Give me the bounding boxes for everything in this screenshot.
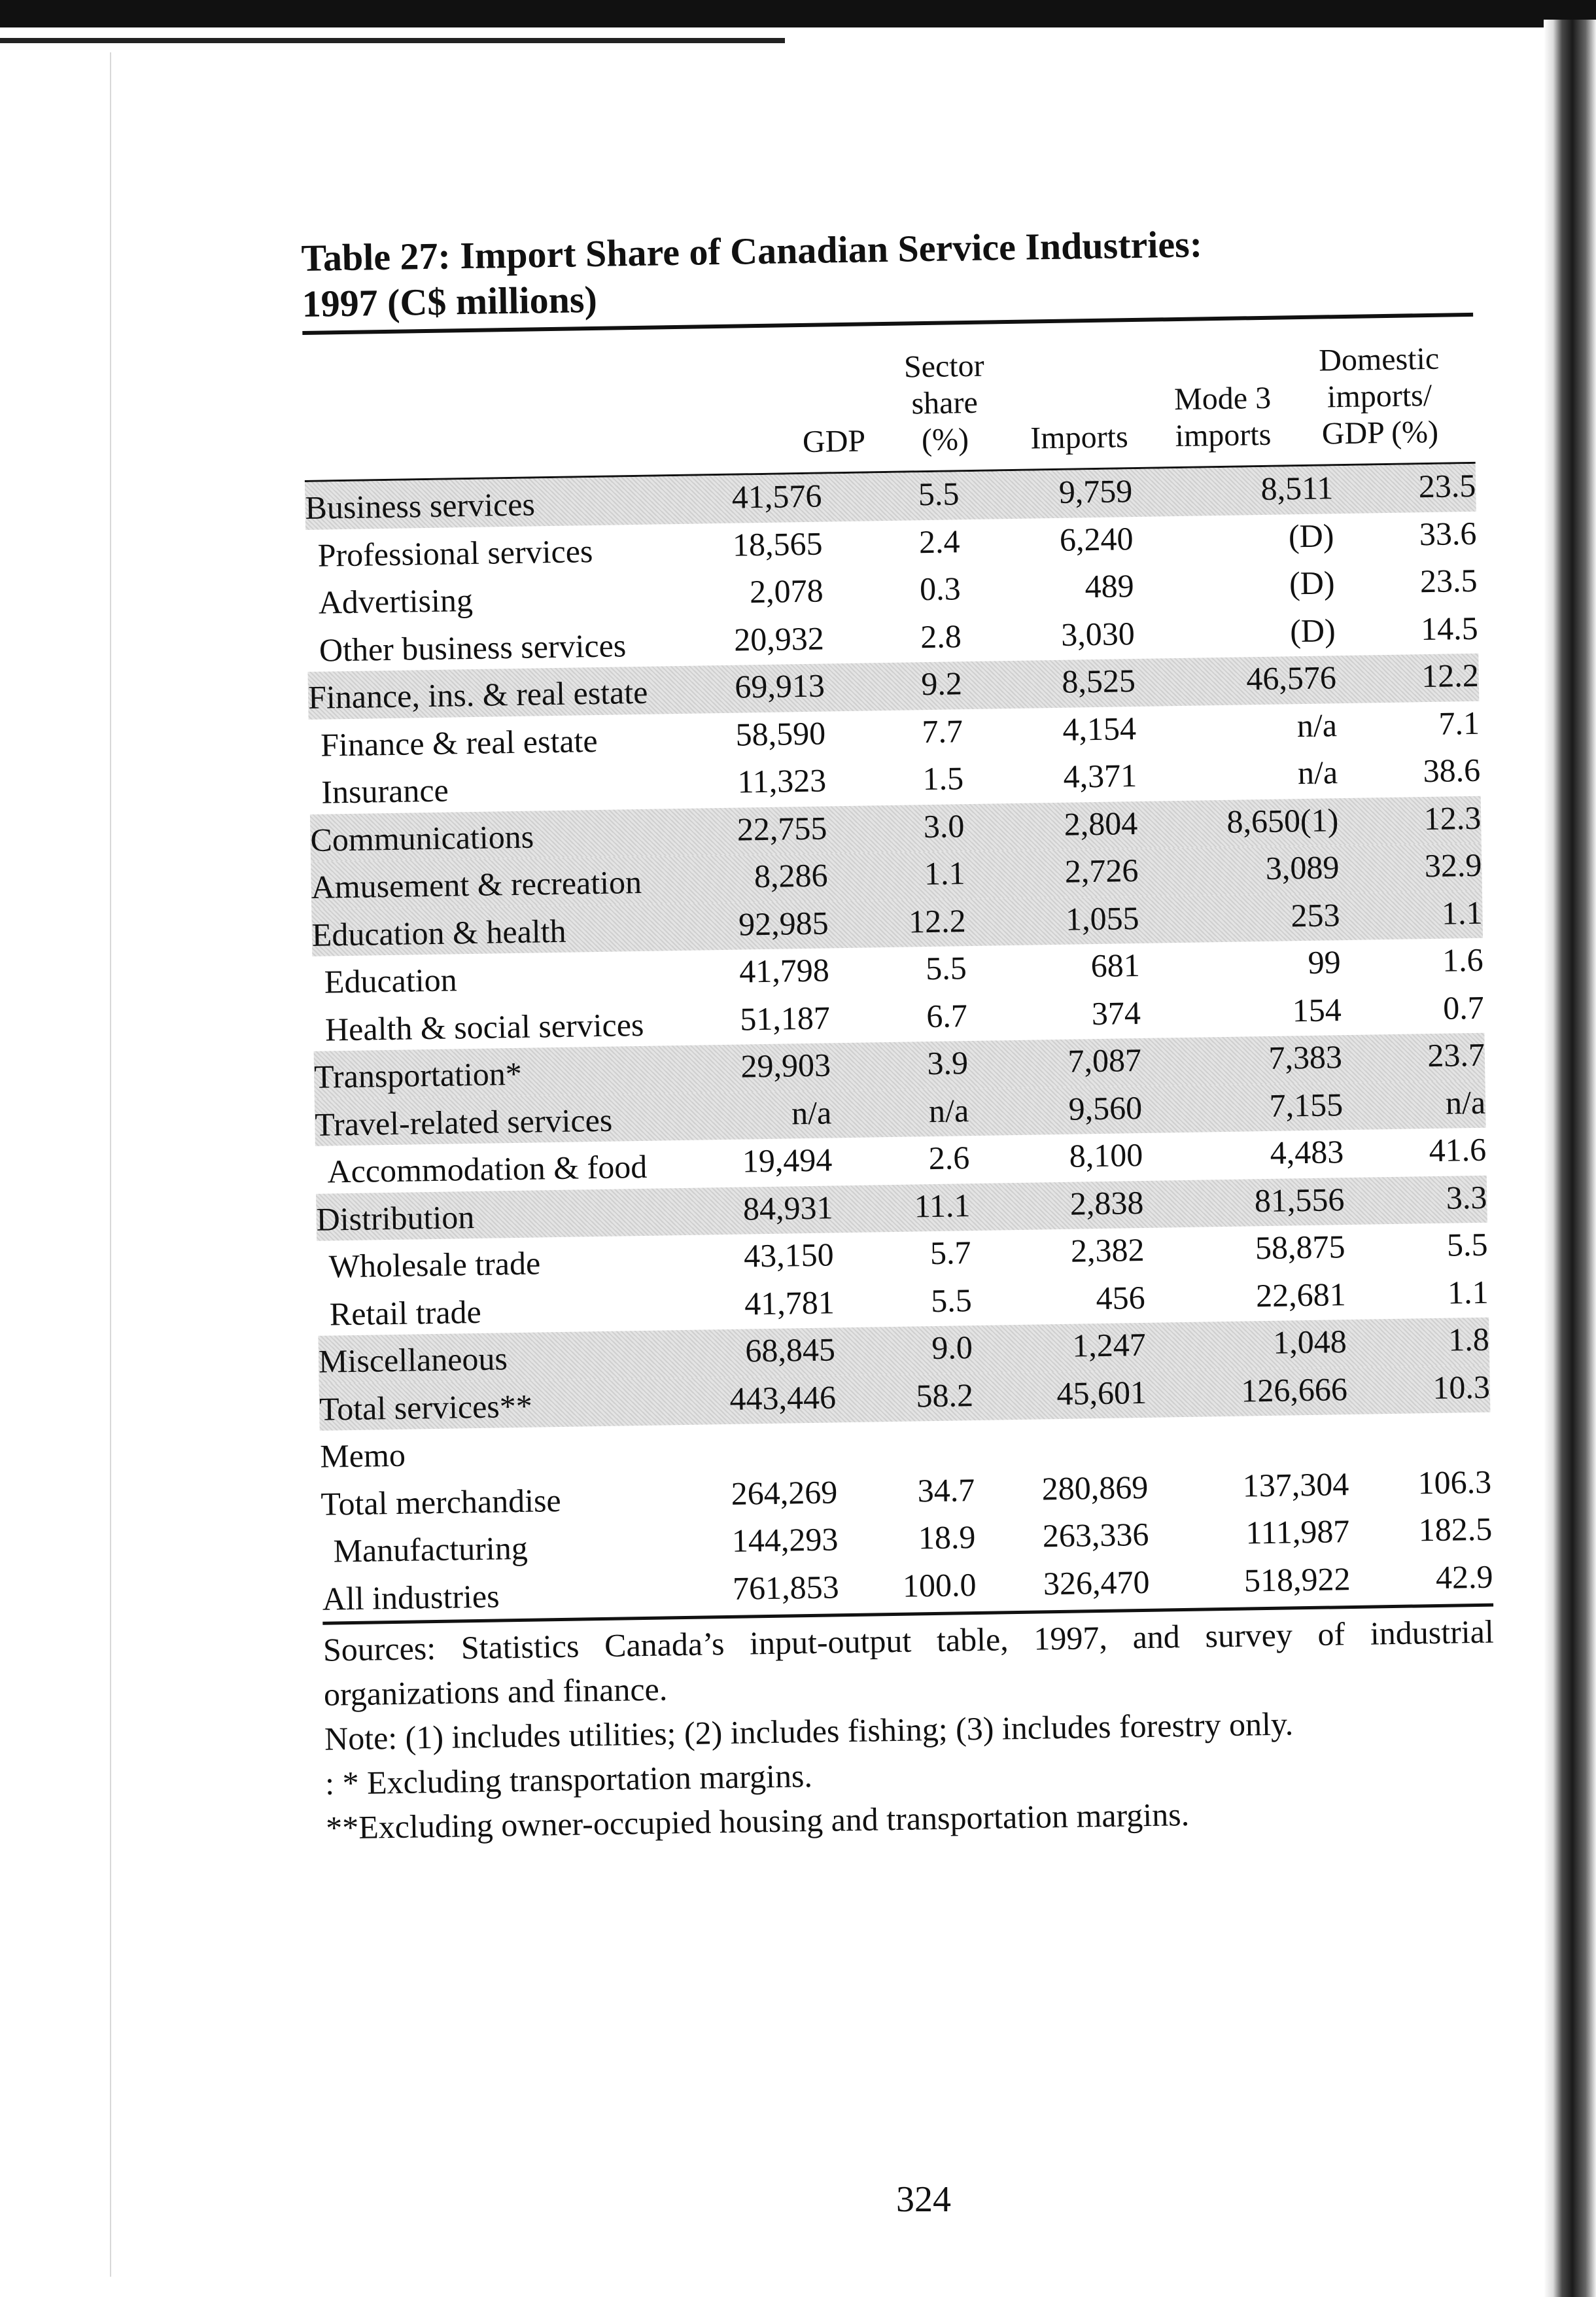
cell-mode3-imports: 58,875 [1255,1228,1345,1267]
cell-domestic-imports-gdp: 1.6 [1442,941,1484,979]
cell-imports: 681 [1090,946,1141,985]
cell-domestic-imports-gdp: 42.9 [1435,1558,1493,1596]
header-sector-share-line3: (%) [921,422,969,458]
cell-gdp: 144,293 [731,1520,839,1559]
cell-sector-share: 5.7 [929,1234,971,1272]
cell-sector-share: 3.9 [927,1044,969,1082]
row-label: Business services [305,485,536,526]
cell-mode3-imports: 46,576 [1245,659,1337,697]
row-label: Education & health [311,912,566,953]
cell-domestic-imports-gdp: 1.1 [1441,894,1483,932]
table-title-line1: Table 27: Import Share of Canadian Service Industries: [301,222,1203,279]
cell-imports: 489 [1084,567,1135,605]
cell-imports: 4,154 [1062,709,1137,748]
cell-domestic-imports-gdp: 23.5 [1418,466,1476,505]
cell-imports: 263,336 [1042,1515,1149,1554]
cell-imports: 1,247 [1071,1325,1147,1364]
cell-domestic-imports-gdp: 3.3 [1446,1178,1487,1216]
header-gdp: GDP [802,423,866,459]
header-domestic-imports-gdp [1284,340,1476,453]
cell-sector-share: n/a [928,1091,969,1129]
row-label: Miscellaneous [318,1340,508,1380]
cell-mode3-imports: 99 [1308,943,1342,981]
cell-mode3-imports: 7,383 [1268,1038,1343,1076]
cell-imports: 9,759 [1058,472,1133,510]
cell-sector-share: 12.2 [908,902,967,940]
cell-gdp: 20,932 [733,620,825,658]
row-label: Finance & real estate [320,722,598,763]
header-domestic-line3: GDP (%) [1321,414,1439,451]
header-sector-share [878,347,1011,459]
cell-domestic-imports-gdp: 1.8 [1448,1320,1490,1358]
cell-imports: 2,726 [1064,852,1139,890]
cell-domestic-imports-gdp: 38.6 [1423,751,1481,790]
page-fold-line [110,52,111,2277]
cell-imports: 8,100 [1069,1136,1143,1174]
cell-domestic-imports-gdp: 10.3 [1432,1368,1491,1406]
cell-domestic-imports-gdp: 1.1 [1447,1273,1489,1311]
table-block [301,217,1497,1850]
table-header [302,317,1475,480]
cell-mode3-imports: 22,681 [1255,1275,1347,1314]
cell-mode3-imports: 7,155 [1269,1085,1344,1124]
cell-mode3-imports: n/a [1296,706,1338,744]
cell-domestic-imports-gdp: 182.5 [1418,1510,1493,1549]
cell-gdp: 58,590 [735,714,826,753]
cell-gdp: 51,187 [739,998,831,1038]
table-title [301,217,1473,327]
row-label: Wholesale trade [328,1244,541,1285]
cell-gdp: 8,286 [754,856,828,895]
page-number: 324 [896,2179,951,2220]
row-label: Amusement & recreation [311,863,642,905]
cell-gdp: 29,903 [740,1046,831,1085]
cell-imports: 45,601 [1056,1373,1147,1412]
cell-imports: 456 [1096,1278,1146,1316]
cell-sector-share: 1.5 [922,760,964,798]
cell-gdp: 761,853 [732,1568,839,1607]
cell-mode3-imports: 126,666 [1240,1370,1348,1409]
row-label: Finance, ins. & real estate [307,673,648,716]
cell-imports: 3,030 [1060,614,1136,653]
row-label: Accommodation & food [327,1148,648,1190]
row-label: Retail trade [329,1293,482,1333]
cell-gdp: 84,931 [742,1188,833,1227]
cell-mode3-imports: 3,089 [1265,849,1340,886]
header-sector-share-line1: Sector [903,348,984,385]
cell-mode3-imports: 137,304 [1242,1465,1349,1504]
cell-mode3-imports: 253 [1291,896,1340,934]
cell-domestic-imports-gdp: 23.7 [1427,1036,1485,1074]
cell-gdp: n/a [791,1093,832,1131]
row-label: Health & social services [324,1006,644,1048]
cell-sector-share: 6.7 [926,996,968,1034]
row-label: Advertising [318,581,474,621]
cell-sector-share: 11.1 [914,1186,971,1224]
header-mode3-line2: imports [1175,417,1272,454]
cell-domestic-imports-gdp: n/a [1445,1083,1486,1121]
cell-sector-share: 2.6 [928,1139,970,1177]
cell-gdp: 18,565 [732,525,823,563]
header-imports: Imports [1030,419,1129,456]
cell-sector-share: 58.2 [916,1376,974,1414]
cell-gdp: 19,494 [742,1141,833,1180]
header-domestic-line2: imports/ [1327,377,1432,415]
row-label: All industries [322,1577,500,1617]
row-label: Other business services [319,626,627,669]
cell-mode3-imports: n/a [1297,754,1338,792]
header-mode3-line1: Mode 3 [1173,380,1272,417]
cell-mode3-imports: 518,922 [1243,1560,1351,1599]
header-sector-share-line2: share [911,385,979,421]
row-label: Manufacturing [333,1529,529,1569]
cell-mode3-imports: 1,048 [1272,1323,1347,1361]
cell-domestic-imports-gdp: 41.6 [1429,1131,1487,1169]
cell-gdp: 41,798 [738,951,830,990]
cell-gdp: 41,576 [731,477,822,516]
cell-imports: 326,470 [1043,1563,1150,1602]
cell-domestic-imports-gdp: 5.5 [1446,1225,1488,1263]
cell-sector-share: 34.7 [917,1471,975,1509]
cell-imports: 2,804 [1064,804,1138,843]
cell-sector-share: 1.1 [924,854,965,892]
cell-domestic-imports-gdp: 12.2 [1421,656,1480,695]
cell-imports: 280,869 [1041,1468,1149,1507]
cell-gdp: 68,845 [744,1331,836,1369]
cell-mode3-imports: 8,650(1) [1226,801,1339,840]
cell-domestic-imports-gdp: 23.5 [1419,561,1478,600]
cell-gdp: 43,150 [743,1236,835,1274]
cell-imports: 4,371 [1063,757,1137,795]
cell-mode3-imports: 81,556 [1254,1180,1345,1219]
cell-sector-share: 9.2 [920,665,963,703]
cell-mode3-imports: 8,511 [1260,469,1334,507]
note-2: : * Excluding transportation margins. [324,1757,813,1802]
row-label: Distribution [316,1198,475,1238]
cell-gdp: 22,755 [737,809,827,848]
cell-gdp: 2,078 [749,572,824,610]
cell-gdp: 11,323 [737,762,827,800]
cell-imports: 2,838 [1069,1184,1144,1222]
cell-sector-share: 5.5 [925,949,967,987]
cell-sector-share: 3.0 [923,807,965,845]
cell-gdp: 92,985 [738,903,829,943]
cell-sector-share: 18.9 [918,1518,976,1556]
cell-imports: 6,240 [1059,519,1134,558]
row-label: Transportation* [313,1055,523,1095]
cell-gdp: 264,269 [731,1473,838,1512]
cell-domestic-imports-gdp: 0.7 [1442,989,1485,1026]
cell-mode3-imports: 111,987 [1245,1513,1350,1551]
cell-domestic-imports-gdp: 7.1 [1438,704,1480,742]
cell-domestic-imports-gdp: 33.6 [1419,514,1477,552]
row-label: Total merchandise [321,1481,562,1522]
cell-imports: 2,382 [1070,1231,1145,1269]
book-spine-edge [1544,20,1596,2297]
row-label: Total services** [319,1387,533,1428]
cell-domestic-imports-gdp: 14.5 [1420,609,1479,647]
row-label: Professional services [317,532,593,574]
cell-mode3-imports: (D) [1288,516,1334,554]
cell-sector-share: 2.4 [918,522,960,560]
header-domestic-line1: Domestic [1318,341,1440,378]
note-1: Note: (1) includes utilities; (2) includes fishing; (3) includes forestry only. [324,1705,1294,1757]
sources-note: Sources: Statistics Canada’s input-output table, 1997, and survey of industrial organizations and finance. [322,1613,1495,1713]
row-label: Communications [310,818,534,858]
cell-domestic-imports-gdp: 32.9 [1424,846,1482,885]
row-label: Insurance [321,771,449,811]
cell-mode3-imports: (D) [1289,564,1335,602]
cell-sector-share: 0.3 [919,570,962,608]
table-title-line2: 1997 (C$ millions) [302,277,598,325]
cell-sector-share: 100.0 [902,1566,977,1604]
cell-imports: 8,525 [1061,662,1136,700]
cell-domestic-imports-gdp: 12.3 [1423,799,1482,837]
cell-gdp: 443,446 [729,1378,837,1417]
cell-mode3-imports: 154 [1292,991,1342,1028]
cell-gdp: 41,781 [744,1283,835,1322]
table-body [305,464,1493,1621]
cell-imports: 1,055 [1065,899,1139,938]
scan-top-edge [0,0,1596,27]
row-label: Education [324,961,458,1000]
scan-top-shadow [0,38,785,43]
note-3: **Excluding owner-occupied housing and transportation margins. [325,1795,1190,1846]
cell-sector-share: 2.8 [920,617,962,655]
cell-imports: 7,087 [1067,1041,1142,1079]
cell-imports: 9,560 [1068,1089,1143,1127]
table-notes [322,1609,1497,1850]
cell-sector-share: 5.5 [930,1281,973,1319]
row-label: Travel-related services [314,1101,613,1143]
cell-domestic-imports-gdp: 106.3 [1417,1463,1492,1501]
cell-mode3-imports: (D) [1289,611,1336,649]
cell-sector-share: 9.0 [931,1329,973,1367]
cell-imports: 374 [1091,994,1141,1032]
row-label: Memo [319,1436,406,1475]
cell-mode3-imports: 4,483 [1270,1133,1344,1171]
cell-sector-share: 7.7 [922,712,963,750]
cell-gdp: 69,913 [734,667,825,705]
cell-sector-share: 5.5 [918,475,960,513]
header-mode3-imports [1147,379,1299,455]
